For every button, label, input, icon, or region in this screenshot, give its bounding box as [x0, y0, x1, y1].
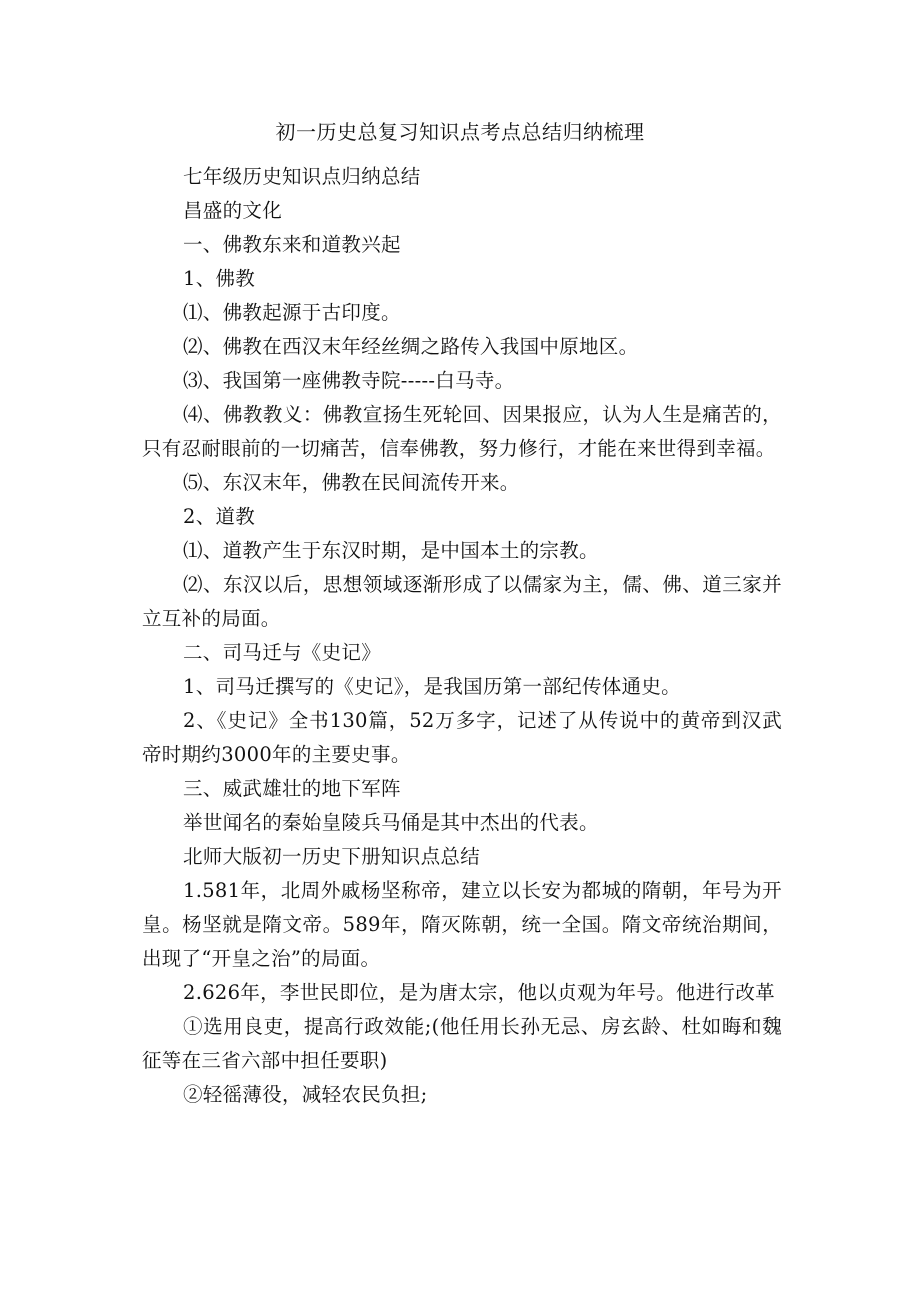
section-heading: 三、威武雄壮的地下军阵 — [183, 777, 401, 800]
section-heading: 北师大版初一历史下册知识点总结 — [183, 845, 481, 868]
paragraph: 七年级历史知识点归纳总结 — [183, 165, 421, 188]
paragraph: ⑵、东汉以后，思想领域逐渐形成了以儒家为主，儒、佛、道三家并立互补的局面。 — [142, 573, 782, 630]
paragraph: 2、《史记》全书130篇，52万多字，记述了从传说中的黄帝到汉武帝时期约3000年的主要史事。 — [142, 709, 782, 766]
paragraph: ⑷、佛教教义：佛教宣扬生死轮回、因果报应，认为人生是痛苦的，只有忍耐眼前的一切痛苦，信奉佛教，努力修行，才能在来世得到幸福。 — [142, 403, 782, 460]
subsection-heading: 2、道教 — [183, 505, 256, 528]
paragraph: ②轻徭薄役，减轻农民负担; — [183, 1083, 428, 1106]
paragraph: 1.581年，北周外戚杨坚称帝，建立以长安为都城的隋朝，年号为开皇。杨坚就是隋文帝。589年，隋灭陈朝，统一全国。隋文帝统治期间，出现了“开皇之治”的局面。 — [142, 879, 782, 970]
paragraph: 昌盛的文化 — [183, 199, 283, 222]
document-body — [142, 160, 782, 1112]
paragraph: ⑴、道教产生于东汉时期，是中国本土的宗教。 — [183, 539, 599, 562]
paragraph: 举世闻名的秦始皇陵兵马俑是其中杰出的代表。 — [183, 811, 599, 834]
paragraph: ⑸、东汉末年，佛教在民间流传开来。 — [183, 471, 520, 494]
document-title: 初一历史总复习知识点考点总结归纳梳理 — [275, 120, 645, 144]
paragraph: ⑵、佛教在西汉末年经丝绸之路传入我国中原地区。 — [183, 335, 639, 358]
section-heading: 一、佛教东来和道教兴起 — [183, 233, 401, 256]
paragraph: ①选用良吏，提高行政效能;(他任用长孙无忌、房玄龄、杜如晦和魏征等在三省六部中担任要职) — [142, 1015, 782, 1072]
paragraph: 2.626年，李世民即位，是为唐太宗，他以贞观为年号。他进行改革 — [183, 981, 775, 1004]
subsection-heading: 1、佛教 — [183, 267, 256, 290]
section-heading: 二、司马迁与《史记》 — [183, 641, 382, 664]
paragraph: ⑶、我国第一座佛教寺院-----白马寺。 — [183, 369, 515, 392]
paragraph: ⑴、佛教起源于古印度。 — [183, 301, 401, 324]
paragraph: 1、司马迁撰写的《史记》，是我国历第一部纪传体通史。 — [183, 675, 681, 698]
